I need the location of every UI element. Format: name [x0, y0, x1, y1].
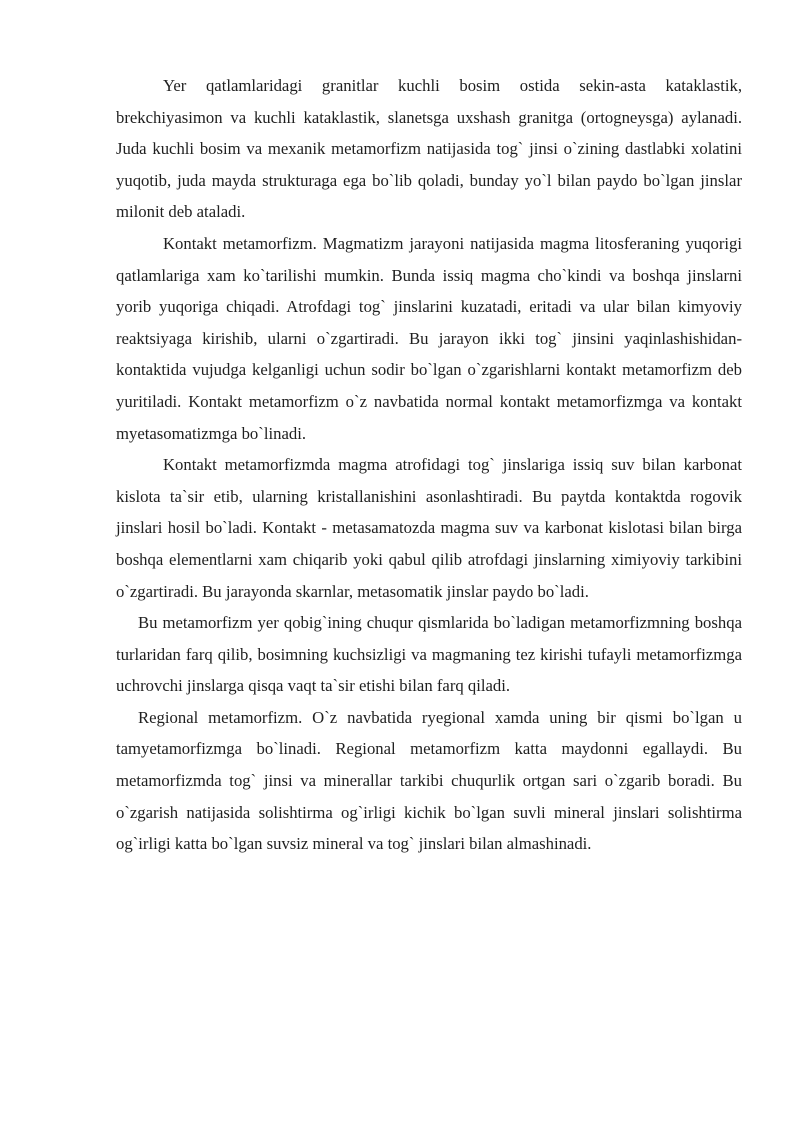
paragraph-metamorphism-difference: Bu metamorfizm yer qobig`ining chuqur qismlarida bo`ladigan metamorfizmning boshqa turlaridan farq qilib, bosimning kuchsizligi va magmaning tez kirishi tufayli metamorfizmga uchrovchi jinslarga qisqa vaqt ta`sir etishi bilan farq qiladi. [116, 613, 742, 696]
paragraph-contact-metamorphism: Kontakt metamorfizm. Magmatizm jarayoni natijasida magma litosferaning yuqorigi qatlamlariga xam ko`tarilishi mumkin. Bunda issiq magma cho`kindi va boshqa jinslarni yorib yuqoriga chiqadi. Atrofdagi tog` jinslarini kuzatadi, eritadi va ular bilan kimyoviy reaktsiyaga kirishib, ularni o`zgartiradi. Bu jarayon ikki tog` jinsini yaqinlashishidan-kontaktida vujudga kelganligi uchun sodir bo`lgan o`zgarishlarni kontakt metamorfizm deb yuritiladi. Kontakt metamorfizm o`z navbatida normal kontakt metamorfizmga va kontakt myetasomatizmga bo`linadi. [116, 233, 742, 443]
document-page [116, 70, 742, 860]
paragraph-contact-metasomatism: Kontakt metamorfizmda magma atrofidagi tog` jinslariga issiq suv bilan karbonat kislota ta`sir etib, ularning kristallanishini asonlashtiradi. Bu paytda kontaktda rogovik jinslari hosil bo`ladi. Kontakt - metasamatozda magma suv va karbonat kislotasi bilan birga boshqa elementlarni xam chiqarib yoki qabul qilib atrofdagi jinslarning ximiyoviy tarkibini o`zgartiradi. Bu jarayonda skarnlar, metasomatik jinslar paydo bo`ladi. [116, 455, 742, 601]
paragraph-regional-metamorphism: Regional metamorfizm. O`z navbatida ryegional xamda uning bir qismi bo`lgan u tamyetamorfizmga bo`linadi. Regional metamorfizm katta maydonni egallaydi. Bu metamorfizmda tog` jinsi va minerallar tarkibi chuqurlik ortgan sari o`zgarib boradi. Bu o`zgarish natijasida solishtirma og`irligi kichik bo`lgan suvli mineral jinslari solishtirma og`irligi katta bo`lgan suvsiz mineral va tog` jinslari bilan almashinadi. [116, 707, 742, 854]
paragraph-granite-milonite: Yer qatlamlaridagi granitlar kuchli bosim ostida sekin-asta kataklastik, brekchiyasimon va kuchli kataklastik, slanetsga uxshash granitga (ortogneysga) aylanadi. Juda kuchli bosim va mexanik metamorfizm natijasida tog` jinsi o`zining dastlabki xolatini yuqotib, juda mayda strukturaga ega bo`lib qoladi, bunday yo`l bilan paydo bo`lgan jinslar milonit deb ataladi. [116, 76, 742, 222]
